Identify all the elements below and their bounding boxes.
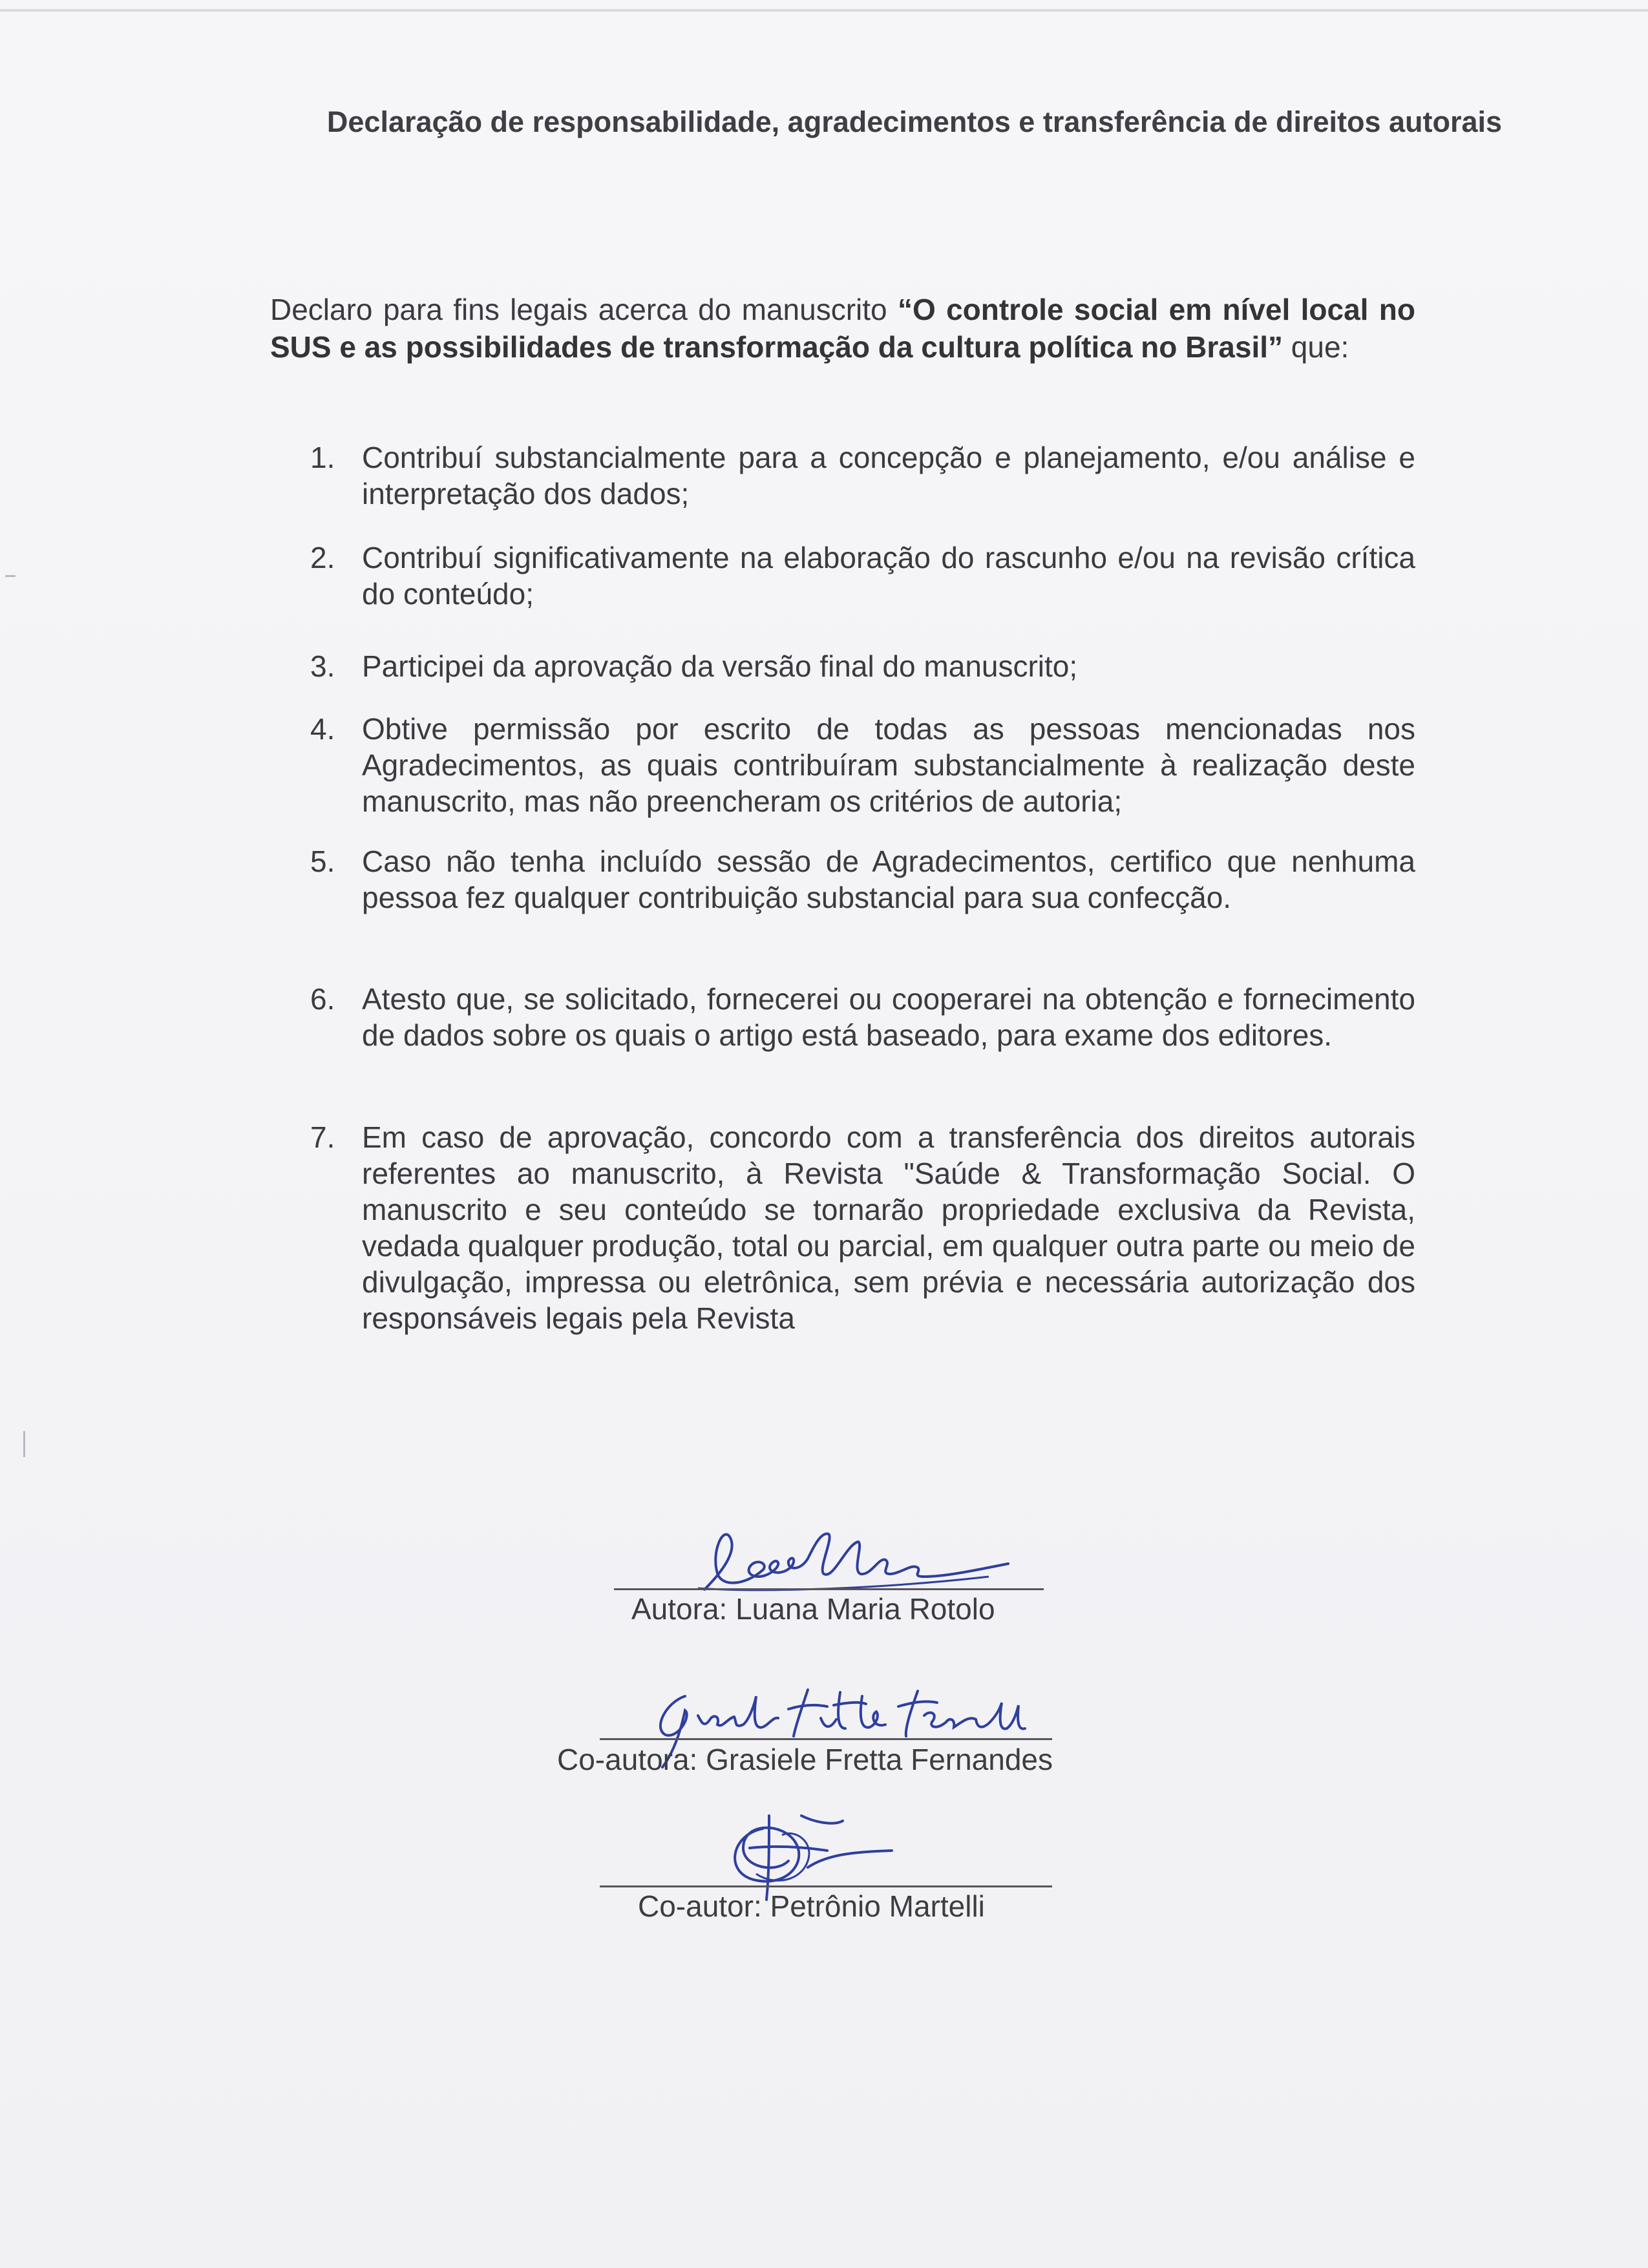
document-title: Declaração de responsabilidade, agradecimentos e transferência de direitos autorais xyxy=(326,105,1503,138)
item-text: Contribuí significativamente na elaboração do rascunho e/ou na revisão crítica do conteúdo; xyxy=(362,541,1415,611)
item-number: 1. xyxy=(310,441,335,474)
signature-label-coauthor-2: Co-autor: Petrônio Martelli xyxy=(638,1889,985,1923)
item-number: 5. xyxy=(310,845,335,878)
signature-label-author: Autora: Luana Maria Rotolo xyxy=(631,1592,995,1626)
margin-mark xyxy=(5,575,16,577)
intro-prefix: Declaro para fins legais acerca do manuscrito xyxy=(270,293,898,326)
item-number: 4. xyxy=(310,712,335,746)
item-number: 2. xyxy=(310,541,335,574)
margin-mark xyxy=(23,1431,25,1457)
item-number: 6. xyxy=(310,982,335,1016)
signature-label-coauthor-1: Co-autora: Grasiele Fretta Fernandes xyxy=(557,1743,1053,1776)
paper-top-edge xyxy=(0,9,1648,12)
item-text: Em caso de aprovação, concordo com a transferência dos direitos autorais referentes ao manuscrito, à Revista "Saúde & Transformação Social. O manuscrito e seu conteúdo se tornarão propriedade exclusiva da Revista, vedada qualquer produção, total ou parcial, em qualquer outra parte ou meio de divulgação, impressa ou eletrônica, sem prévia e necessária autorização dos responsáveis legais pela Revista xyxy=(362,1120,1415,1335)
signature-line xyxy=(614,1588,1044,1590)
manuscript-title: “O controle social em nível local no SUS e as possibilidades de transformação da cultura política no Brasil” xyxy=(270,293,1415,364)
item-text: Participei da aprovação da versão final do manuscrito; xyxy=(362,649,1078,683)
intro-suffix: que: xyxy=(1283,330,1349,364)
intro-paragraph xyxy=(270,291,1415,366)
item-text: Atesto que, se solicitado, fornecerei ou cooperarei na obtenção e fornecimento de dados sobre os quais o artigo está baseado, para exame dos editores. xyxy=(362,982,1415,1052)
signature-line xyxy=(600,1738,1052,1740)
item-text: Contribuí substancialmente para a concepção e planejamento, e/ou análise e interpretação dos dados; xyxy=(362,441,1415,510)
item-number: 7. xyxy=(310,1120,335,1154)
signature-line xyxy=(600,1885,1052,1887)
item-number: 3. xyxy=(310,649,335,683)
item-text: Caso não tenha incluído sessão de Agradecimentos, certifico que nenhuma pessoa fez qualquer contribuição substancial para sua confecção. xyxy=(362,845,1415,914)
item-text: Obtive permissão por escrito de todas as pessoas mencionadas nos Agradecimentos, as quais contribuíram substancialmente à realização deste manuscrito, mas não preencheram os critérios de autoria; xyxy=(362,712,1415,818)
